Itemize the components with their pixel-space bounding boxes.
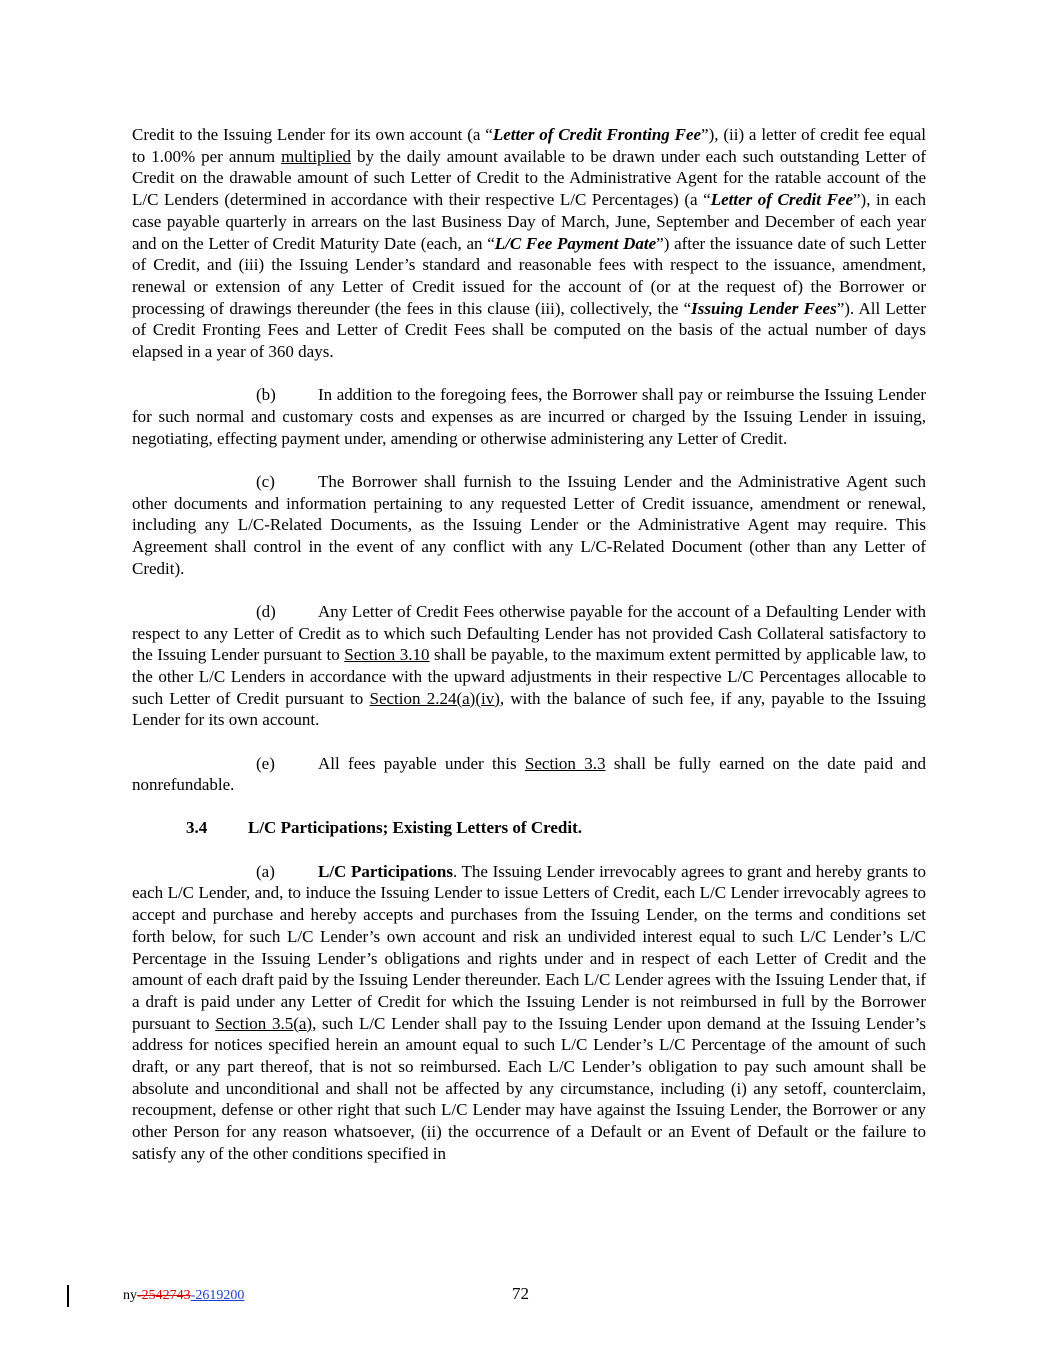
clause-label: (a) <box>256 861 275 881</box>
paragraph-b: (b) In addition to the foregoing fees, the Borrower shall pay or reimburse the Issuing Lender for such normal and customary costs and expenses as are incurred or charged by the Issuing Lender in issuing, negotiating, effecting payment under, amending or otherwise administering any Letter of Credit. <box>132 385 926 448</box>
section-reference: Section 3.10 <box>344 645 430 665</box>
clause-caption: L/C Participations <box>318 861 453 881</box>
paragraph-e: (e) All fees payable under this Section 3.3 shall be fully earned on the date paid and nonrefundable. <box>132 753 926 795</box>
clause-label: (d) <box>256 601 276 621</box>
defined-term: Issuing Lender Fees <box>691 298 837 318</box>
underlined-term: multiplied <box>281 146 352 166</box>
page-number: 72 <box>512 1284 529 1303</box>
section-reference: Section 2.24(a)(iv) <box>369 688 500 708</box>
paragraph-fees-continued: Credit to the Issuing Lender for its own account (a “Letter of Credit Fronting Fee”), (ii) a letter of credit fee equal to 1.00% per annum multiplied by the daily amount available to be drawn under each such outstanding Letter of Credit on the drawable amount of such Letter of Credit to the Administrative Agent for the ratable account of the L/C Lenders (determined in accordance with their respective L/C Percentages) (a “Letter of Credit Fee”), in each case payable quarterly in arrears on the last Business Day of March, June, September and December of each year and on the Letter of Credit Maturity Date (each, an “L/C Fee Payment Date”) after the issuance date of such Letter of Credit, and (iii) the Issuing Lender’s standard and reasonable fees with respect to the issuance, amendment, renewal or extension of any Letter of Credit issued for the account of (or at the request of) the Borrower or processing of drawings thereunder (the fees in this clause (iii), collectively, the “Issuing Lender Fees”). All Letter of Credit Fronting Fees and Letter of Credit Fees shall be computed on the basis of the actual number of days elapsed in a year of 360 days. <box>132 125 926 362</box>
paragraph-c: (c) The Borrower shall furnish to the Issuing Lender and the Administrative Agent such other documents and information pertaining to any requested Letter of Credit issuance, amendment or renewal, including any L/C-Related Documents, as the Issuing Lender or the Administrative Agent may require. This Agreement shall control in the event of any conflict with any L/C-Related Document (other than any Letter of Credit). <box>132 471 926 578</box>
section-number: 3.4 <box>186 818 208 838</box>
defined-term: L/C Fee Payment Date <box>494 233 657 253</box>
section-heading <box>132 817 926 839</box>
defined-term: Letter of Credit Fronting Fee <box>492 125 702 144</box>
inserted-id: -2619200 <box>190 1288 245 1303</box>
paragraph-a: (a) L/C Participations. The Issuing Lender irrevocably agrees to grant and hereby grants to each L/C Lender, and, to induce the Issuing Lender to issue Letters of Credit, each L/C Lender irrevocably agrees to accept and purchase and hereby accepts and purchases from the Issuing Lender, on the terms and conditions set forth below, for such L/C Lender’s own account and risk an undivided interest equal to such L/C Lender’s L/C Percentage in the Issuing Lender’s obligations and rights under and in respect of each Letter of Credit and the amount of each draft paid by the Issuing Lender thereunder. Each L/C Lender agrees with the Issuing Lender that, if a draft is paid under any Letter of Credit for which the Issuing Lender is not reimbursed in full by the Borrower pursuant to Section 3.5(a), such L/C Lender shall pay to the Issuing Lender upon demand at the Issuing Lender’s address for notices specified herein an amount equal to such L/C Lender’s L/C Percentage of the amount of such draft, or any part thereof, that is not so reimbursed. Each L/C Lender’s obligation to pay such amount shall be absolute and unconditional and shall not be affected by any circumstance, including (i) any setoff, counterclaim, recoupment, defense or other right that such L/C Lender may have against the Issuing Lender, the Borrower or any other Person for any reason whatsoever, (ii) the occurrence of a Default or an Event of Default or the failure to satisfy any of the other conditions specified in <box>132 861 926 1163</box>
document-page-body <box>132 124 926 1165</box>
clause-label: (e) <box>256 753 275 773</box>
section-reference: Section 3.5(a) <box>215 1013 313 1033</box>
clause-label: (c) <box>256 471 275 491</box>
change-bar <box>67 1285 69 1307</box>
paragraph-d: (d) Any Letter of Credit Fees otherwise payable for the account of a Defaulting Lender with respect to any Letter of Credit as to which such Defaulting Lender has not provided Cash Collateral satisfactory to the Issuing Lender pursuant to Section 3.10 shall be payable, to the maximum extent permitted by applicable law, to the other L/C Lenders in accordance with the upward adjustments in their respective L/C Percentages allocable to such Letter of Credit pursuant to Section 2.24(a)(iv), with the balance of such fee, if any, payable to the Issuing Lender for its own account. <box>132 601 926 730</box>
clause-label: (b) <box>256 385 276 405</box>
section-reference: Section 3.3 <box>524 753 606 773</box>
document-id: ny-2542743-2619200 <box>123 1288 245 1303</box>
section-title: L/C Participations; Existing Letters of Credit. <box>248 818 582 838</box>
deleted-id: -2542743 <box>137 1288 191 1303</box>
defined-term: Letter of Credit Fee <box>710 190 854 210</box>
